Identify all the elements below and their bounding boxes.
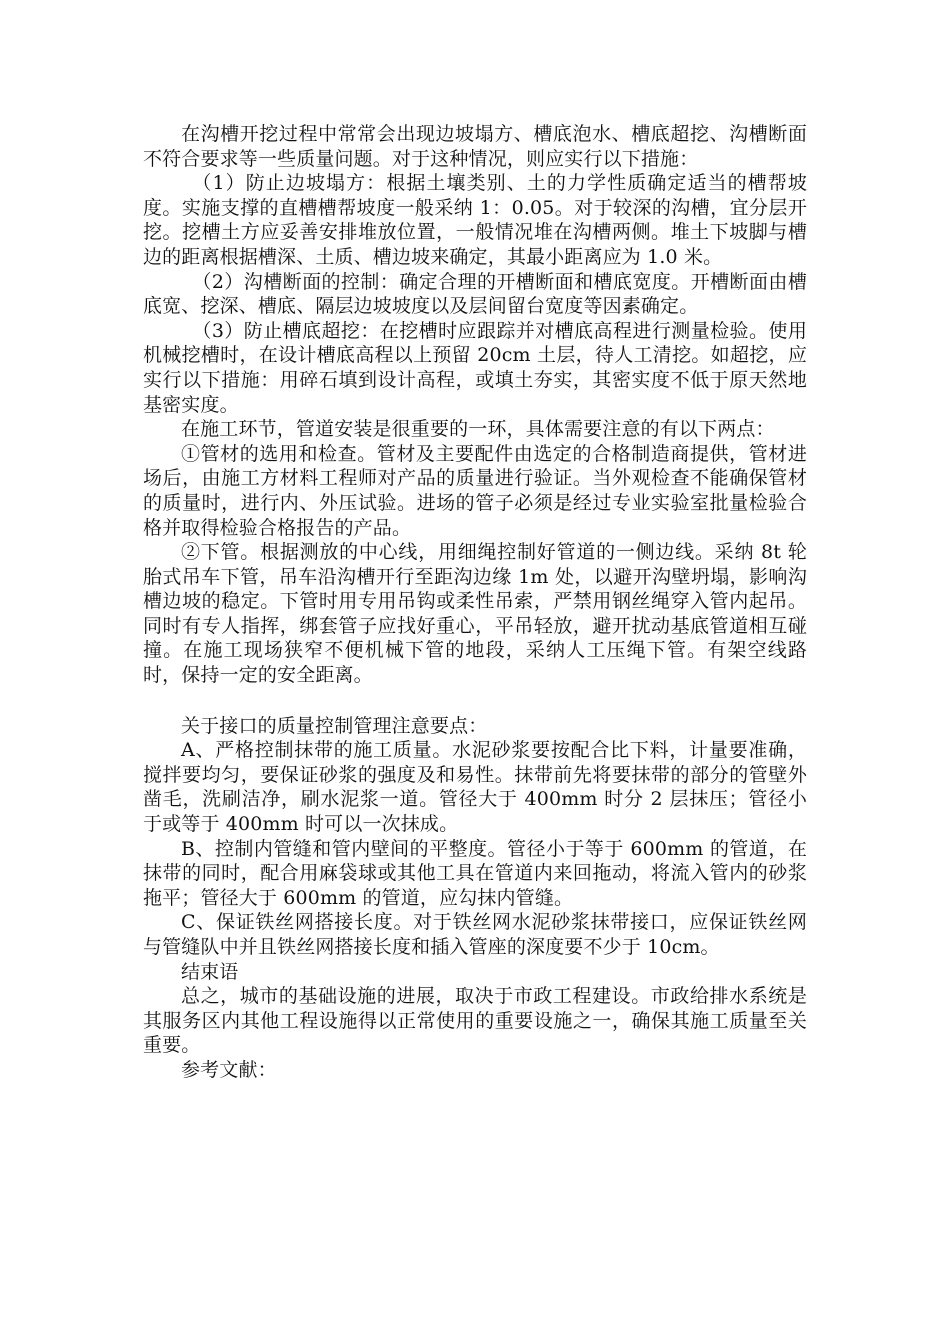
paragraph-joint-c: C、保证铁丝网搭接长度。对于铁丝网水泥砂浆抹带接口，应保证铁丝网与管缝队中并且铁丝网搭接长度和插入管座的深度要不少于 10cm。 <box>143 911 807 958</box>
paragraph-pipe-material: ①管材的选用和检查。管材及主要配件由选定的合格制造商提供，管材进场后，由施工方材料工程师对产品的质量进行验证。当外观检查不能确保管材的质量时，进行内、外压试验。进场的管子必须是经过专业实验室批量检验合格并取得检验合格报告的产品。 <box>143 442 807 539</box>
paragraph-joint-intro: 关于接口的质量控制管理注意要点： <box>181 714 488 737</box>
heading-references: 参考文献： <box>181 1058 277 1081</box>
document-body <box>143 122 807 1083</box>
paragraph-item-1: （1）防止边坡塌方：根据土壤类别、土的力学性质确定适当的槽帮坡度。实施支撑的直槽槽帮坡度一般采纳 1：0.05。对于较深的沟槽，宜分层开挖。挖槽土方应妥善安排堆放位置，一般情况堆在沟槽两侧。堆土下坡脚与槽边的距离根据槽深、土质、槽边坡来确定，其最小距离应为 1.0 米。 <box>143 172 807 268</box>
paragraph-joint-a: A、严格控制抹带的施工质量。水泥砂浆要按配合比下料，计量要准确，搅拌要均匀，要保证砂浆的强度及和易性。抹带前先将要抹带的部分的管壁外凿毛，洗刷洁净，刷水泥浆一道。管径大于 400mm 时分 2 层抹压；管径小于或等于 400mm 时可以一次抹成。 <box>143 739 807 836</box>
paragraph-item-2: （2）沟槽断面的控制：确定合理的开槽断面和槽底宽度。开槽断面由槽底宽、挖深、槽底、隔层边坡坡度以及层间留台宽度等因素确定。 <box>143 270 807 318</box>
paragraph-pipe-install: 在施工环节，管道安装是很重要的一环，具体需要注意的有以下两点： <box>181 418 775 441</box>
heading-conclusion: 结束语 <box>181 960 239 983</box>
paragraph-intro: 在沟槽开挖过程中常常会出现边坡塌方、槽底泡水、槽底超挖、沟槽断面不符合要求等一些质量问题。对于这种情况，则应实行以下措施： <box>143 123 807 170</box>
paragraph-conclusion: 总之，城市的基础设施的进展，取决于市政工程建设。市政给排水系统是其服务区内其他工程设施得以正常使用的重要设施之一，确保其施工质量至关重要。 <box>143 985 807 1057</box>
paragraph-pipe-lowering: ②下管。根据测放的中心线，用细绳控制好管道的一侧边线。采纳 8t 轮胎式吊车下管，吊车沿沟槽开行至距沟边缘 1m 处，以避开沟壁坍塌，影响沟槽边坡的稳定。下管时用专用吊钩或柔性吊索，严禁用钢丝绳穿入管内起吊。同时有专人指挥，绑套管子应找好重心，平吊轻放，避开扰动基底管道相互碰撞。在施工现场狭窄不便机械下管的地段，采纳人工压绳下管。有架空线路时，保持一定的安全距离。 <box>143 541 807 687</box>
paragraph-gap <box>143 688 807 714</box>
paragraph-item-3: （3）防止槽底超挖：在挖槽时应跟踪并对槽底高程进行测量检验。使用机械挖槽时，在设计槽底高程以上预留 20cm 土层，待人工清挖。如超挖，应实行以下措施：用碎石填到设计高程，或填土夯实，其密实度不低于原天然地基密实度。 <box>143 319 807 416</box>
paragraph-joint-b: B、控制内管缝和管内壁间的平整度。管径小于等于 600mm 的管道，在抹带的同时，配合用麻袋球或其他工具在管道内来回拖动，将流入管内的砂浆拖平；管径大于 600mm 的管道，应勾抹内管缝。 <box>143 837 807 909</box>
